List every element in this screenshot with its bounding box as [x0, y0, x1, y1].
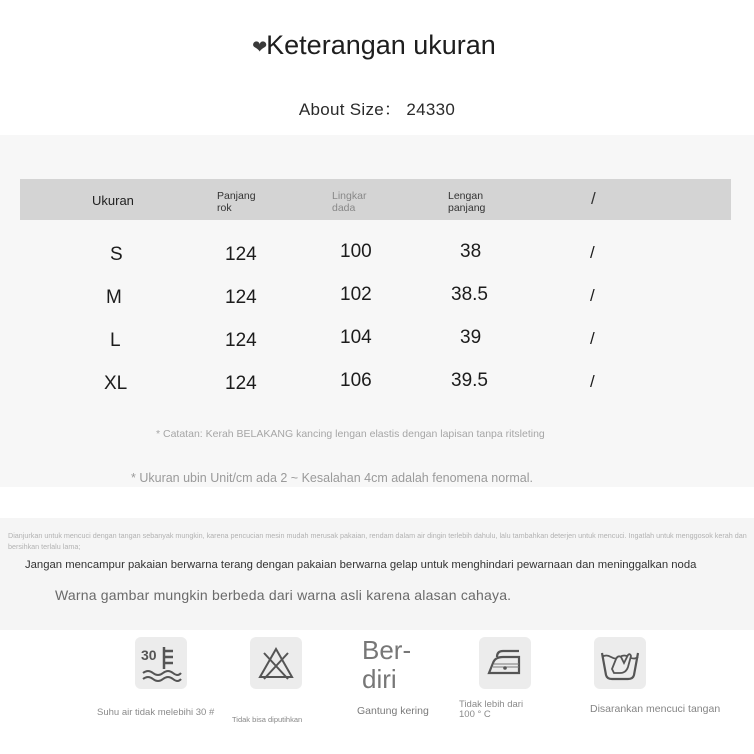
table-cell-sleeve: 39.5	[451, 370, 488, 391]
hand-wash-icon	[594, 637, 646, 689]
hang-dry-label-line1: Ber-	[362, 635, 412, 665]
care-text-colors: Jangan mencampur pakaian berwarna terang dengan pakaian berwarna gelap untuk menghindari pewarnaan dan meninggalkan noda	[25, 559, 697, 571]
header-skirt-length: Panjang rok	[217, 190, 256, 214]
table-cell-chest: 100	[340, 241, 372, 262]
hang-dry-caption: Gantung kering	[357, 705, 429, 717]
iron-caption	[459, 700, 523, 720]
heart-icon: ❤	[252, 37, 268, 57]
table-cell-sleeve: 39	[460, 327, 482, 348]
table-cell-skirt: 124	[225, 373, 257, 394]
table-cell-sleeve: 38	[460, 241, 482, 262]
table-cell-other: /	[590, 286, 595, 305]
table-cell-size: M	[106, 287, 122, 308]
wash-30-icon	[135, 637, 187, 689]
table-cell-sleeve: 38.5	[451, 284, 488, 305]
care-text-small: Dianjurkan untuk mencuci dengan tangan sebanyak mungkin, karena pencucian mesin mudah merusak pakaian, rendam dalam air dingin terlebih dahulu, lalu tambahkan deterjen untuk mencuci. Ingatlah untuk menggosok kerah dan bersihkan terlalu lama;	[8, 531, 747, 551]
page-title-text: Keterangan ukuran	[266, 30, 496, 60]
care-text-photo-note: Warna gambar mungkin berbeda dari warna asli karena alasan cahaya.	[55, 587, 512, 603]
wash-temperature-label: 30	[141, 647, 157, 663]
table-cell-other: /	[590, 372, 595, 391]
hang-dry-label	[362, 636, 411, 694]
table-cell-chest: 104	[340, 327, 372, 348]
no-bleach-icon	[250, 637, 302, 689]
table-cell-size: L	[110, 330, 121, 351]
title-area	[0, 30, 754, 61]
iron-icon	[479, 637, 531, 689]
hang-dry-label-line2: diri	[362, 664, 397, 694]
header-sleeve: Lengan panjang	[448, 190, 486, 214]
wash-30-caption: Suhu air tidak melebihi 30 #	[97, 707, 215, 718]
about-size-subtitle: About Size： 24330	[298, 100, 456, 119]
table-cell-other: /	[590, 329, 595, 348]
header-chest: Lingkar dada	[332, 190, 367, 214]
table-cell-skirt: 124	[225, 244, 257, 265]
header-other: /	[591, 189, 596, 208]
table-note-tolerance: * Ukuran ubin Unit/cm ada 2 ~ Kesalahan 4cm adalah fenomena normal.	[131, 471, 533, 485]
table-cell-skirt: 124	[225, 330, 257, 351]
table-cell-size: XL	[104, 373, 128, 394]
table-note-collar: * Catatan: Kerah BELAKANG kancing lengan elastis dengan lapisan tanpa ritsleting	[156, 428, 545, 440]
table-cell-chest: 106	[340, 370, 372, 391]
table-cell-other: /	[590, 243, 595, 262]
table-cell-skirt: 124	[225, 287, 257, 308]
table-cell-size: S	[110, 244, 123, 265]
header-size: Ukuran	[92, 193, 134, 208]
table-cell-chest: 102	[340, 284, 372, 305]
iron-caption-line1: Tidak lebih dari	[459, 699, 524, 710]
iron-caption-line2: 100 ° C	[459, 709, 491, 720]
hand-wash-caption: Disarankan mencuci tangan	[590, 703, 721, 715]
no-bleach-caption: Tidak bisa diputihkan	[232, 715, 303, 724]
page-title	[252, 30, 496, 61]
